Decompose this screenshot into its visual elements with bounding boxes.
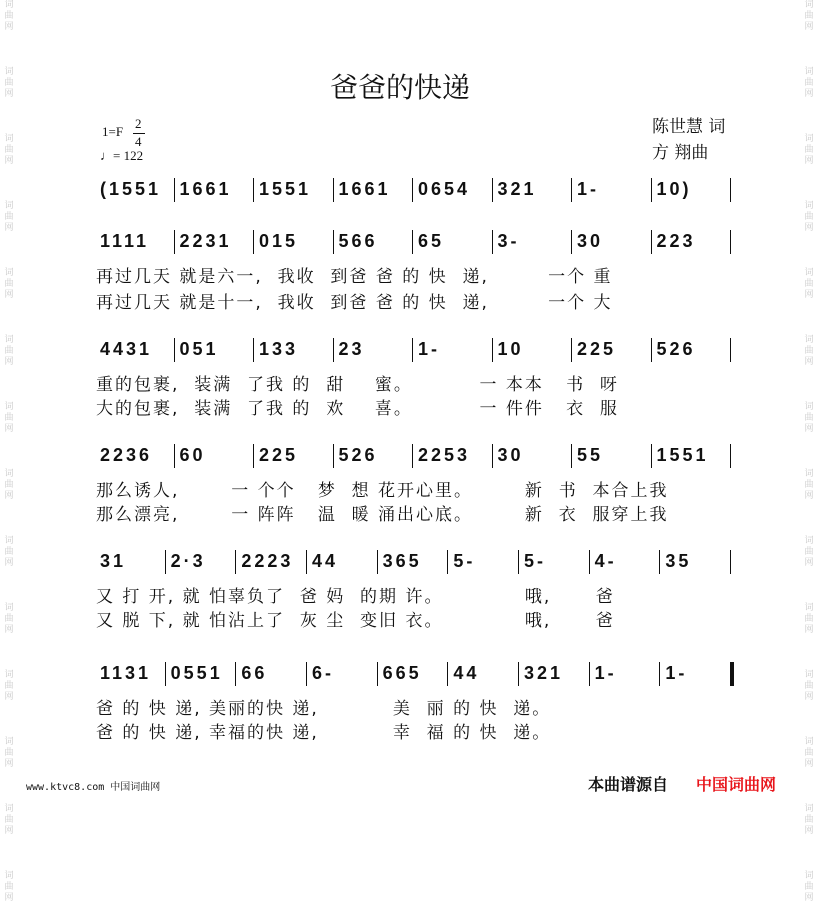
bar-line xyxy=(571,444,572,468)
bar-line xyxy=(333,444,334,468)
notation-measure: 60 xyxy=(179,445,206,465)
notation-measure: (1551 xyxy=(100,179,162,199)
notation-measure: 10 xyxy=(497,339,524,359)
bar-line xyxy=(589,662,590,686)
notation-measure: 223 xyxy=(656,231,696,251)
bar-line xyxy=(165,662,166,686)
lyric-verse1-line5: 爸 的 快 递, 美丽的快 递, 美 丽 的 快 递。 xyxy=(96,699,552,719)
notation-measure: 35 xyxy=(665,551,692,571)
bar-line xyxy=(730,230,731,254)
lyric-verse1-line2: 重的包裹, 装满 了我 的 甜 蜜。 一 本本 书 呀 xyxy=(96,375,619,395)
notation-measure: 1- xyxy=(418,339,441,359)
bar-line xyxy=(492,338,493,362)
notation-measure: 10) xyxy=(656,179,692,199)
lyric-verse2-line5: 爸 的 快 递, 幸福的快 递, 幸 福 的 快 递。 xyxy=(96,723,552,743)
notation-measure: 1- xyxy=(577,179,600,199)
notation-measure: 1661 xyxy=(179,179,232,199)
notation-measure: 1- xyxy=(594,663,617,683)
notation-measure: 65 xyxy=(418,231,445,251)
time-signature-bottom: 4 xyxy=(135,134,142,149)
lyric-verse1-line3: 那么诱人, 一 个个 梦 想 花开心里。 新 书 本合上我 xyxy=(96,481,669,501)
bar-line xyxy=(253,178,254,202)
bar-line xyxy=(253,444,254,468)
notation-measure: 321 xyxy=(497,179,537,199)
notation-measure: 5- xyxy=(524,551,547,571)
notation-measure: 1- xyxy=(665,663,688,683)
bar-line xyxy=(571,230,572,254)
bar-line xyxy=(651,444,652,468)
notation-measure: 225 xyxy=(259,445,299,465)
notation-measure: 1661 xyxy=(338,179,391,199)
notation-measure: 30 xyxy=(497,445,524,465)
notation-measure: 30 xyxy=(577,231,604,251)
notation-measure: 133 xyxy=(259,339,299,359)
lyric-verse2-line2: 大的包裹, 装满 了我 的 欢 喜。 一 件件 衣 服 xyxy=(96,399,619,419)
notation-measure: 2253 xyxy=(418,445,471,465)
bar-line xyxy=(377,550,378,574)
notation-measure: 1551 xyxy=(259,179,312,199)
footer-site-url[interactable]: www.ktvc8.com 中国词曲网 xyxy=(26,782,161,793)
bar-line xyxy=(659,662,660,686)
lyric-verse2-line1: 再过几天 就是十一, 我收 到爸 爸 的 快 递, 一个 大 xyxy=(96,293,613,313)
notation-measure: 321 xyxy=(524,663,564,683)
bar-line xyxy=(412,230,413,254)
notation-measure: 365 xyxy=(382,551,422,571)
bar-line xyxy=(730,178,731,202)
bar-line xyxy=(447,662,448,686)
notation-row-1 xyxy=(96,176,732,216)
notation-measure: 015 xyxy=(259,231,299,251)
notation-measure: 55 xyxy=(577,445,604,465)
notation-measure: 66 xyxy=(241,663,268,683)
bar-line xyxy=(651,230,652,254)
bar-line xyxy=(659,550,660,574)
bar-line xyxy=(651,338,652,362)
notation-measure: 051 xyxy=(179,339,219,359)
footer-source-label: 本曲谱源自 xyxy=(588,775,669,794)
notation-measure: 526 xyxy=(656,339,696,359)
side-watermark-right: 词曲网 词曲网 词曲网 词曲网 词曲网 词曲网 词曲网 词曲网 词曲网 词曲网 词曲网 词曲网 词曲网 词曲网 xyxy=(804,0,814,903)
song-title: 爸爸的快递 xyxy=(330,71,471,104)
bar-line xyxy=(253,230,254,254)
lyricist-credit: 陈世慧 词 xyxy=(652,117,726,137)
notation-measure: 2·3 xyxy=(170,551,206,571)
notation-measure: 2231 xyxy=(179,231,232,251)
bar-line xyxy=(333,230,334,254)
bar-line xyxy=(730,662,734,686)
bar-line xyxy=(651,178,652,202)
bar-line xyxy=(447,550,448,574)
notation-measure: 44 xyxy=(312,551,339,571)
notation-measure: 4- xyxy=(594,551,617,571)
notation-measure: 31 xyxy=(100,551,127,571)
bar-line xyxy=(492,444,493,468)
lyric-verse1-line4: 又 打 开, 就 怕辜负了 爸 妈 的期 许。 哦, 爸 xyxy=(96,587,615,607)
bar-line xyxy=(165,550,166,574)
notation-measure: 3- xyxy=(497,231,520,251)
lyric-verse2-line3: 那么漂亮, 一 阵阵 温 暖 涌出心底。 新 衣 服穿上我 xyxy=(96,505,669,525)
bar-line xyxy=(412,444,413,468)
footer-brand[interactable]: 中国词曲网 xyxy=(696,775,777,794)
bar-line xyxy=(174,444,175,468)
bar-line xyxy=(492,230,493,254)
notation-measure: 0654 xyxy=(418,179,471,199)
notation-measure: 5- xyxy=(453,551,476,571)
bar-line xyxy=(235,550,236,574)
bar-line xyxy=(412,338,413,362)
bar-line xyxy=(730,550,731,574)
bar-line xyxy=(306,550,307,574)
notation-measure: 2223 xyxy=(241,551,294,571)
tempo-marking: ♩= 122 xyxy=(100,148,144,163)
bar-line xyxy=(518,550,519,574)
notation-measure: 665 xyxy=(382,663,422,683)
side-watermark-left: 词曲网 词曲网 词曲网 词曲网 词曲网 词曲网 词曲网 词曲网 词曲网 词曲网 词曲网 词曲网 词曲网 词曲网 xyxy=(4,0,14,903)
composer-credit: 方 翔曲 xyxy=(652,143,709,163)
bar-line xyxy=(333,178,334,202)
notation-measure: 6- xyxy=(312,663,335,683)
notation-measure: 1131 xyxy=(100,663,152,683)
notation-measure: 526 xyxy=(338,445,378,465)
bar-line xyxy=(518,662,519,686)
notation-measure: 44 xyxy=(453,663,480,683)
bar-line xyxy=(333,338,334,362)
bar-line xyxy=(306,662,307,686)
bar-line xyxy=(571,178,572,202)
key-signature: 1=F xyxy=(102,124,124,139)
bar-line xyxy=(174,338,175,362)
notation-measure: 2236 xyxy=(100,445,153,465)
bar-line xyxy=(253,338,254,362)
bar-line xyxy=(174,230,175,254)
bar-line xyxy=(377,662,378,686)
bar-line xyxy=(492,178,493,202)
bar-line xyxy=(571,338,572,362)
notation-measure: 566 xyxy=(338,231,378,251)
bar-line xyxy=(730,444,731,468)
lyric-verse1-line1: 再过几天 就是六一, 我收 到爸 爸 的 快 递, 一个 重 xyxy=(96,267,613,287)
notation-measure: 1551 xyxy=(656,445,709,465)
bar-line xyxy=(589,550,590,574)
notation-measure: 4431 xyxy=(100,339,153,359)
notation-measure: 23 xyxy=(338,339,365,359)
notation-measure: 0551 xyxy=(170,663,223,683)
lyric-verse2-line4: 又 脱 下, 就 怕沾上了 灰 尘 变旧 衣。 哦, 爸 xyxy=(96,611,615,631)
time-signature-top: 2 xyxy=(135,116,142,131)
bar-line xyxy=(412,178,413,202)
notation-measure: 225 xyxy=(577,339,617,359)
bar-line xyxy=(730,338,731,362)
bar-line xyxy=(235,662,236,686)
bar-line xyxy=(174,178,175,202)
notation-measure: 1111 xyxy=(100,231,150,251)
